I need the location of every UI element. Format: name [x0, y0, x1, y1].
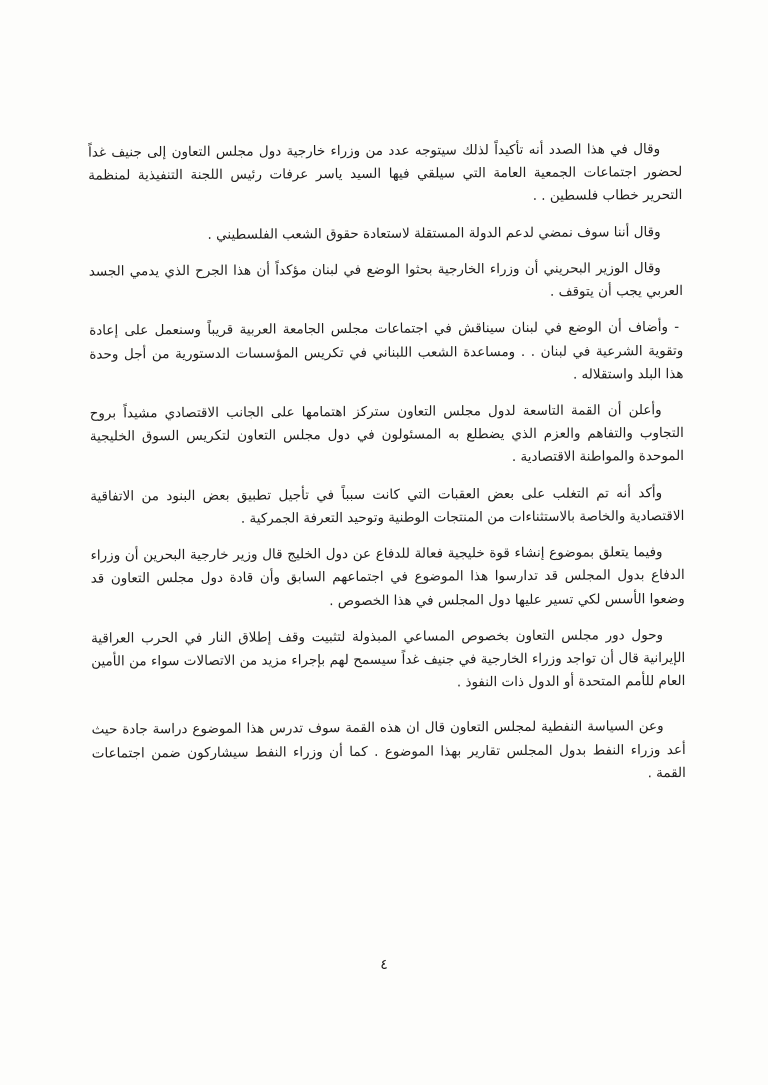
paragraph: وقال الوزير البحريني أن وزراء الخارجية بحثوا الوضع في لبنان مؤكداً أن هذا الجرح الذي يدمي الجسد العربي يجب أن يتوقف .	[88, 260, 683, 300]
paragraph: وأعلن أن القمة التاسعة لدول مجلس التعاون ستركز اهتمامها على الجانب الاقتصادي مشيداً بروح التجاوب والتفاهم والعزم الذي يضطلع به المسئولون في دول مجلس التعاون لتكريس السوق الخليجية الموحدة والمواطنة الاقتصادية .	[89, 402, 684, 466]
page-number: ٤	[380, 957, 388, 973]
document-body	[88, 138, 686, 789]
text-block	[88, 138, 686, 802]
paragraph: وفيما يتعلق بموضوع إنشاء قوة خليجية فعالة للدفاع عن دول الخليج قال وزير خارجية البحرين أن وزراء الدفاع بدول المجلس قد تدارسوا هذا الموضوع في اجتماعهم السابق وأن قادة دول مجلس التعاون قد وضعوا الأسس لكي تسير عليها دول المجلس في هذا الخصوص .	[90, 544, 685, 609]
paragraph: وأكد أنه تم التغلب على بعض العقبات التي كانت سبباً في تأجيل تطبيق بعض البنود من الاتفاقية الاقتصادية والخاصة بالاستثناءات من المنتجات الوطنية وتوحيد التعرفة الجمركية .	[90, 484, 685, 527]
paragraph: وقال أننا سوف نمضي لدعم الدولة المستقلة لاستعادة حقوق الشعب الفلسطيني .	[207, 223, 661, 243]
paragraph: وحول دور مجلس التعاون بخصوص المساعي المبذولة لتثبيت وقف إطلاق النار في الحرب العراقية الإيرانية قال أن تواجد وزراء الخارجية في جنيف غداً سيسمح لهم بإجراء مزيد من الاتصالات سواء من الأمين العام للأمم المتحدة أو الدول ذات النفوذ .	[90, 626, 686, 691]
paragraph: وقال في هذا الصدد أنه تأكيداً لذلك سيتوجه عدد من وزراء خارجية دول مجلس التعاون إلى جنيف غداً لحضور اجتماعات الجمعية العامة التي سيلقي فيها السيد ياسر عرفات رئيس اللجنة التنفيذية لمنظمة التحرير خطاب فلسطين . .	[88, 141, 683, 205]
paragraph: - وأضاف أن الوضع في لبنان سيناقش في اجتماعات مجلس الجامعة العربية قريباً وسنعمل على إعادة وتقوية الشرعية في لبنان . . ومساعدة الشعب اللبناني في تكريس المؤسسات الدستورية من أجل وحدة هذا البلد واستقلاله .	[89, 319, 684, 383]
paragraph: وعن السياسة النفطية لمجلس التعاون قال ان هذه القمة سوف تدرس هذا الموضوع دراسة جادة حيث أعد وزراء النفط بدول المجلس تقارير بهذا الموضوع . كما أن وزراء النفط سيشاركون ضمن اجتماعات القمة .	[91, 718, 686, 782]
